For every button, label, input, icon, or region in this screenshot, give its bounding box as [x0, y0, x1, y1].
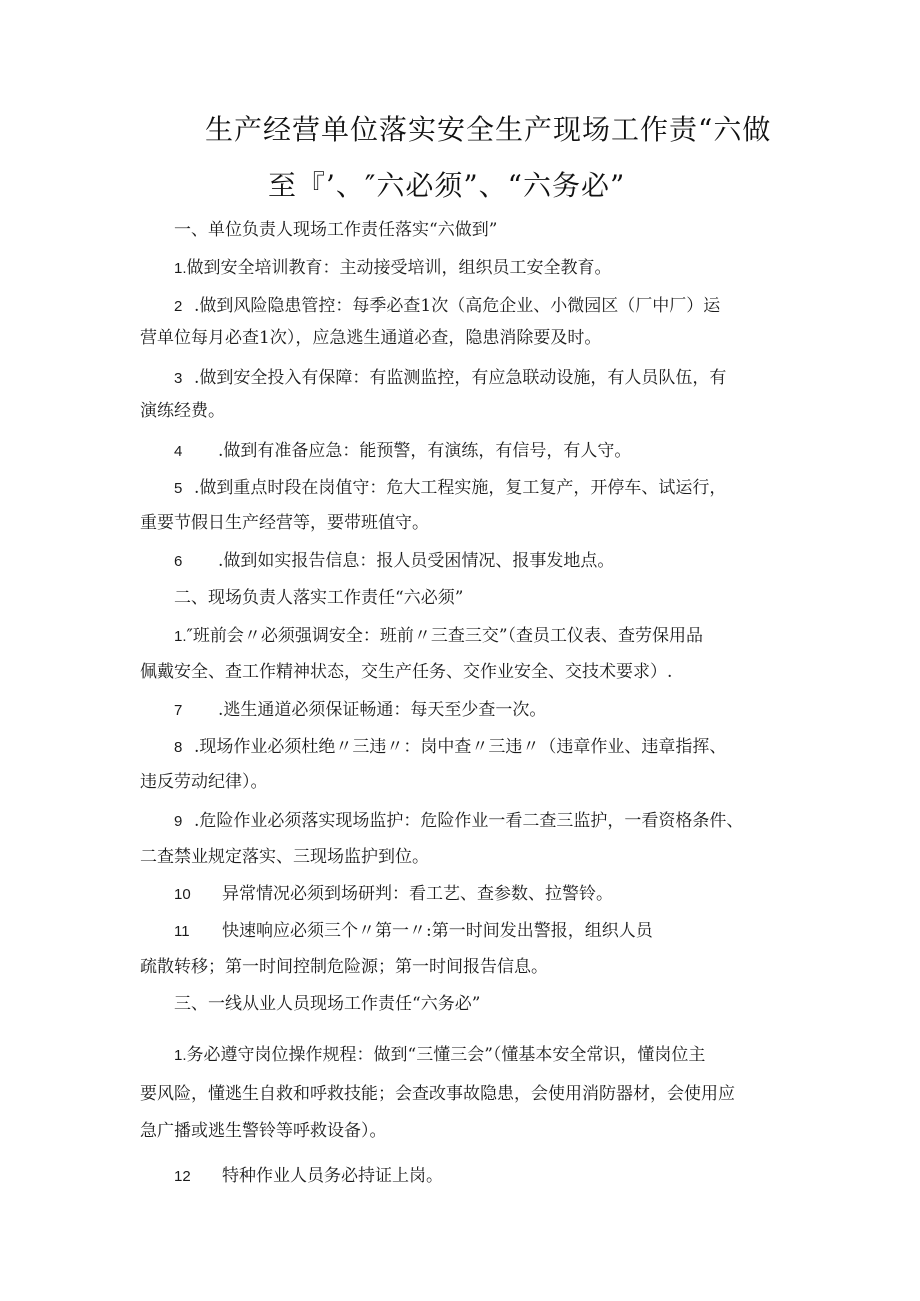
item-text-continued: 要风险，懂逃生自救和呼救技能；会查改事故隐患，会使用消防器材，会使用应 [140, 1084, 735, 1104]
item-text: .做到有准备应急：能预警，有演练，有信号，有人守。 [218, 441, 632, 461]
item-text: .逃生通道必须保证畅通：每天至少查一次。 [218, 700, 547, 720]
item-number: 9 [174, 813, 183, 830]
list-item [174, 366, 726, 391]
item-text: .做到重点时段在岗值守：危大工程实施，复工复产，开停车、试运行， [194, 478, 727, 498]
list-item [174, 698, 546, 723]
item-number: 1. [174, 1047, 187, 1064]
item-text-continued: 急广播或逃生警铃等呼救设备）。 [140, 1121, 387, 1141]
list-item [174, 809, 743, 834]
item-text: 做到安全培训教育：主动接受培训，组织员工安全教育。 [186, 258, 612, 278]
item-text: 快速响应必须三个〃第一〃:第一时间发出警报，组织人员 [222, 921, 653, 941]
list-item [174, 1164, 443, 1189]
section-heading: 三、一线从业人员现场工作责任“六务必” [174, 994, 481, 1014]
list-item [174, 919, 653, 944]
item-number: 5 [174, 480, 183, 497]
list-item [174, 256, 612, 281]
list-item [174, 735, 726, 760]
list-item [174, 549, 614, 574]
item-text: 务必遵守岗位操作规程：做到“三懂三会”（懂基本安全常识，懂岗位主 [186, 1045, 706, 1065]
list-item [174, 882, 613, 907]
item-number: 4 [174, 443, 183, 460]
item-text-continued: 违反劳动纪律）。 [140, 772, 268, 792]
list-item [174, 439, 631, 464]
item-text-continued: 重要节假日生产经营等，要带班值守。 [140, 513, 429, 533]
item-text-continued: 佩戴安全、查工作精神状态，交生产任务、交作业安全、交技术要求）. [140, 662, 673, 682]
list-item [174, 294, 720, 319]
section-heading: 二、现场负责人落实工作责任“六必须” [174, 588, 464, 608]
item-text: .现场作业必须杜绝〃三违〃：岗中查〃三违〃（违章作业、违章指挥、 [194, 737, 727, 757]
section-heading: 一、单位负责人现场工作责任落实“六做到” [174, 220, 498, 240]
item-text: .做到风险隐患管控：每季必查1次（高危企业、小微园区（厂中厂）运 [194, 296, 721, 316]
list-item [174, 624, 703, 649]
item-text-continued: 演练经费。 [140, 401, 225, 421]
item-number: 8 [174, 739, 183, 756]
item-number: 7 [174, 702, 183, 719]
list-item [174, 1043, 705, 1068]
item-number: 3 [174, 370, 183, 387]
item-text: .做到如实报告信息：报人员受困情况、报事发地点。 [218, 551, 615, 571]
item-text: .危险作业必须落实现场监护：危险作业一看二查三监护，一看资格条件、 [194, 811, 744, 831]
list-item [174, 476, 726, 501]
item-text: 异常情况必须到场研判：看工艺、查参数、拉警铃。 [222, 884, 613, 904]
item-number: 2 [174, 298, 183, 315]
item-text-continued: 二查禁业规定落实、三现场监护到位。 [140, 847, 429, 867]
item-number: 10 [174, 886, 191, 903]
item-number: 1. [174, 628, 187, 645]
item-number: 6 [174, 553, 183, 570]
doc-title-line-2: 至『’、″六必须”、“六务必” [268, 169, 626, 202]
doc-title-line-1: 生产经营单位落实安全生产现场工作责“六做 [205, 113, 772, 146]
item-text: .做到安全投入有保障：有监测监控，有应急联动设施，有人员队伍，有 [194, 368, 727, 388]
item-number: 12 [174, 1168, 191, 1185]
item-text-continued: 营单位每月必查1次），应急逃生通道必查，隐患消除要及时。 [140, 328, 602, 348]
item-text: 特种作业人员务必持证上岗。 [222, 1166, 443, 1186]
item-number: 11 [174, 923, 190, 940]
item-text-continued: 疏散转移；第一时间控制危险源；第一时间报告信息。 [140, 957, 548, 977]
item-text: ″班前会〃必须强调安全：班前〃三查三交”（查员工仪表、查劳保用品 [186, 626, 704, 646]
item-number: 1. [174, 260, 187, 277]
